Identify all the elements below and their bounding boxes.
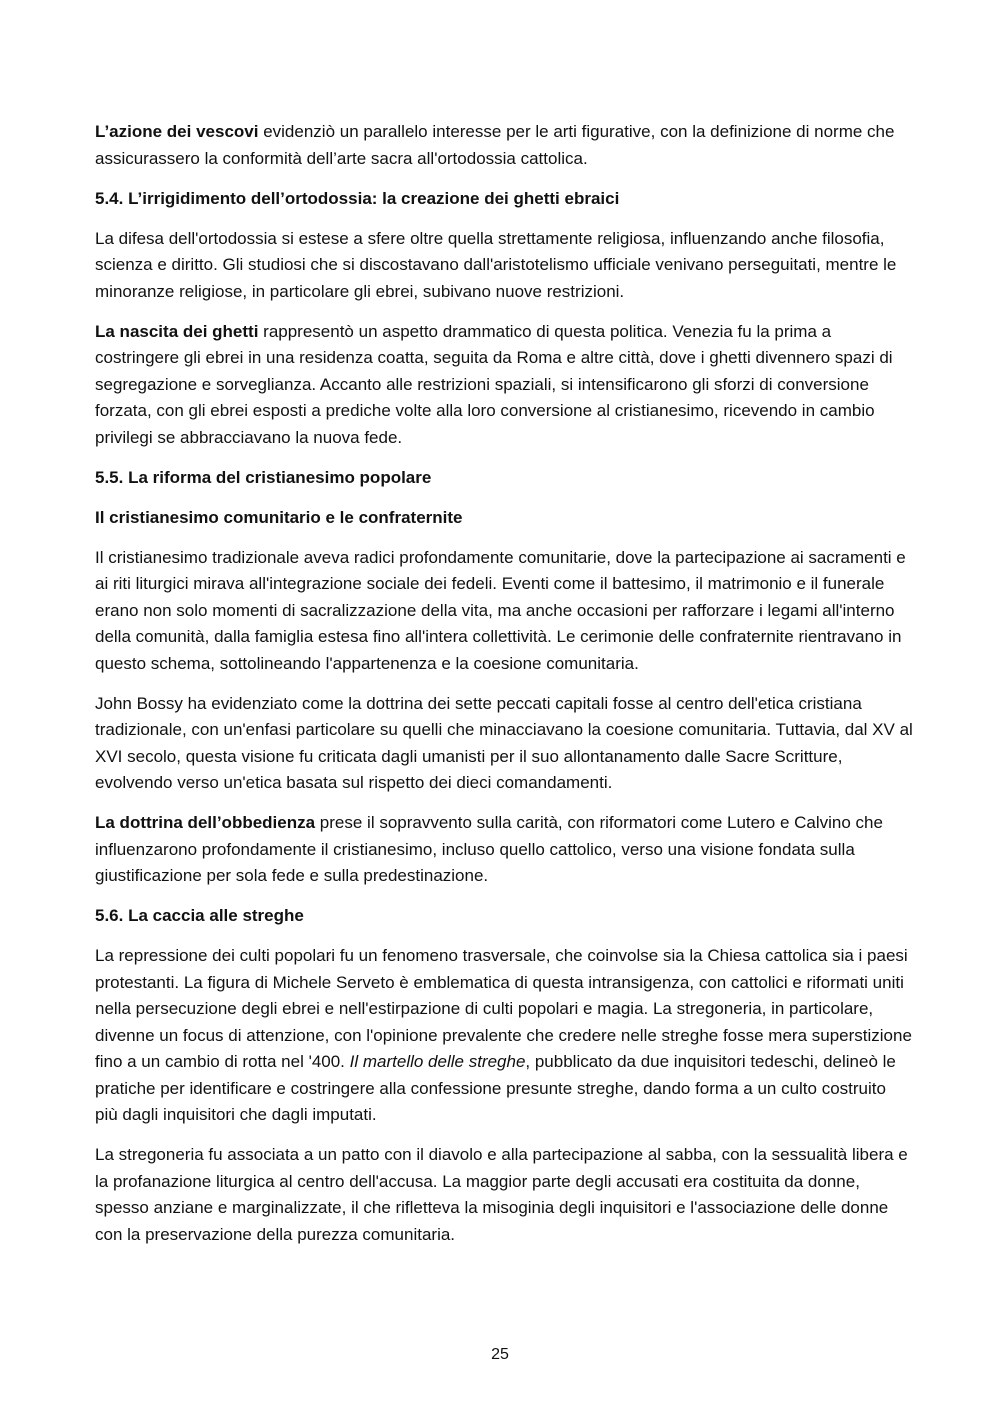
paragraph-text: prese il sopravvento sulla carità, con riformatori come Lutero e Calvino che influenzarono profondamente il cristianesimo, incluso quello cattolico, verso una visione fondata sulla giustificazione per sola fede e sulla predestinazione. — [95, 813, 883, 885]
heading-5-4: 5.4. L’irrigidimento dell’ortodossia: la creazione dei ghetti ebraici — [95, 188, 620, 208]
page-body — [95, 119, 913, 1262]
bold-lead: La dottrina dell’obbedienza — [95, 813, 316, 832]
paragraph-stregoneria: La stregoneria fu associata a un patto con il diavolo e alla partecipazione al sabba, con la sessualità libera e la profanazione liturgica al centro dell'accusa. La maggior parte degli accusati era costituita da donne, spesso anziane e marginalizzate, il che rifletteva la misoginia degli inquisitori e l'associazione delle donne con la preservazione della purezza comunitaria. — [95, 1145, 908, 1244]
bold-lead: L’azione dei vescovi — [95, 122, 259, 141]
paragraph-ortodossia: La difesa dell'ortodossia si estese a sfere oltre quella strettamente religiosa, influenzando anche filosofia, scienza e diritto. Gli studiosi che si discostavano dall'aristotelismo ufficiale venivano perseguitati, mentre le minoranze religiose, in particolare gli ebrei, subivano nuove restrizioni. — [95, 228, 897, 301]
heading-5-6: 5.6. La caccia alle streghe — [95, 906, 304, 925]
subheading-confraternite: Il cristianesimo comunitario e le confraternite — [95, 507, 463, 527]
page-number: 25 — [491, 1346, 509, 1363]
paragraph-text: evidenziò un parallelo interesse per le arti figurative, con la definizione di norme che assicurassero la conformità dell’arte sacra all'ortodossia cattolica. — [95, 122, 895, 168]
paragraph-bossy: John Bossy ha evidenziato come la dottrina dei sette peccati capitali fosse al centro dell'etica cristiana tradizionale, con un'enfasi particolare su quelli che minacciavano la coesione comunitaria. Tuttavia, dal XV al XVI secolo, questa visione fu criticata dagli umanisti per il suo allontanamento dalle Sacre Scritture, evolvendo verso un'etica basata sul rispetto dei dieci comandamenti. — [95, 693, 913, 792]
paragraph-text: rappresentò un aspetto drammatico di questa politica. Venezia fu la prima a costringere gli ebrei in una residenza coatta, seguita da Roma e altre città, dove i ghetti divennero spazi di segregazione e sorveglianza. Accanto alle restrizioni spaziali, si intensificarono gli sforzi di conversione forzata, con gli ebrei esposti a prediche volte alla loro conversione al cristianesimo, ricevendo in cambio privilegi se abbracciavano la nuova fede. — [95, 321, 893, 447]
bold-lead: La nascita dei ghetti — [95, 321, 259, 341]
paragraph-obbedienza — [95, 810, 913, 890]
paragraph-ghetti — [95, 319, 913, 452]
paragraph-repressione — [95, 943, 913, 1129]
heading-5-5: 5.5. La riforma del cristianesimo popolare — [95, 467, 432, 487]
book-title: Il martello delle streghe — [349, 1052, 526, 1071]
paragraph-text: , pubblicato da due inquisitori tedeschi, delineò le pratiche per identificare e costringere alla confessione presunte streghe, dando forma a un culto costruito più dagli inquisitori che dagli imputati. — [95, 1052, 896, 1124]
paragraph-vescovi — [95, 119, 913, 172]
paragraph-comunitario: Il cristianesimo tradizionale aveva radici profondamente comunitarie, dove la partecipazione ai sacramenti e ai riti liturgici mirava all'integrazione sociale dei fedeli. Eventi come il battesimo, il matrimonio e il funerale erano non solo momenti di sacralizzazione della vita, ma anche occasioni per rafforzare i legami all'interno della comunità, dalla famiglia estesa fino all'intera collettività. Le cerimonie delle confraternite rientravano in questo schema, sottolineando l'appartenenza e la coesione comunitaria. — [95, 547, 906, 673]
paragraph-text: La repressione dei culti popolari fu un fenomeno trasversale, che coinvolse sia la Chiesa cattolica sia i paesi protestanti. La figura di Michele Serveto è emblematica di questa intransigenza, con cattolici e riformati uniti nella persecuzione degli ebrei e nell'estirpazione di culti popolari e magia. La stregoneria, in particolare, divenne un focus di attenzione, con l'opinione prevalente che credere nelle streghe fosse mera superstizione fino a un cambio di rotta nel '400. — [95, 946, 912, 1071]
